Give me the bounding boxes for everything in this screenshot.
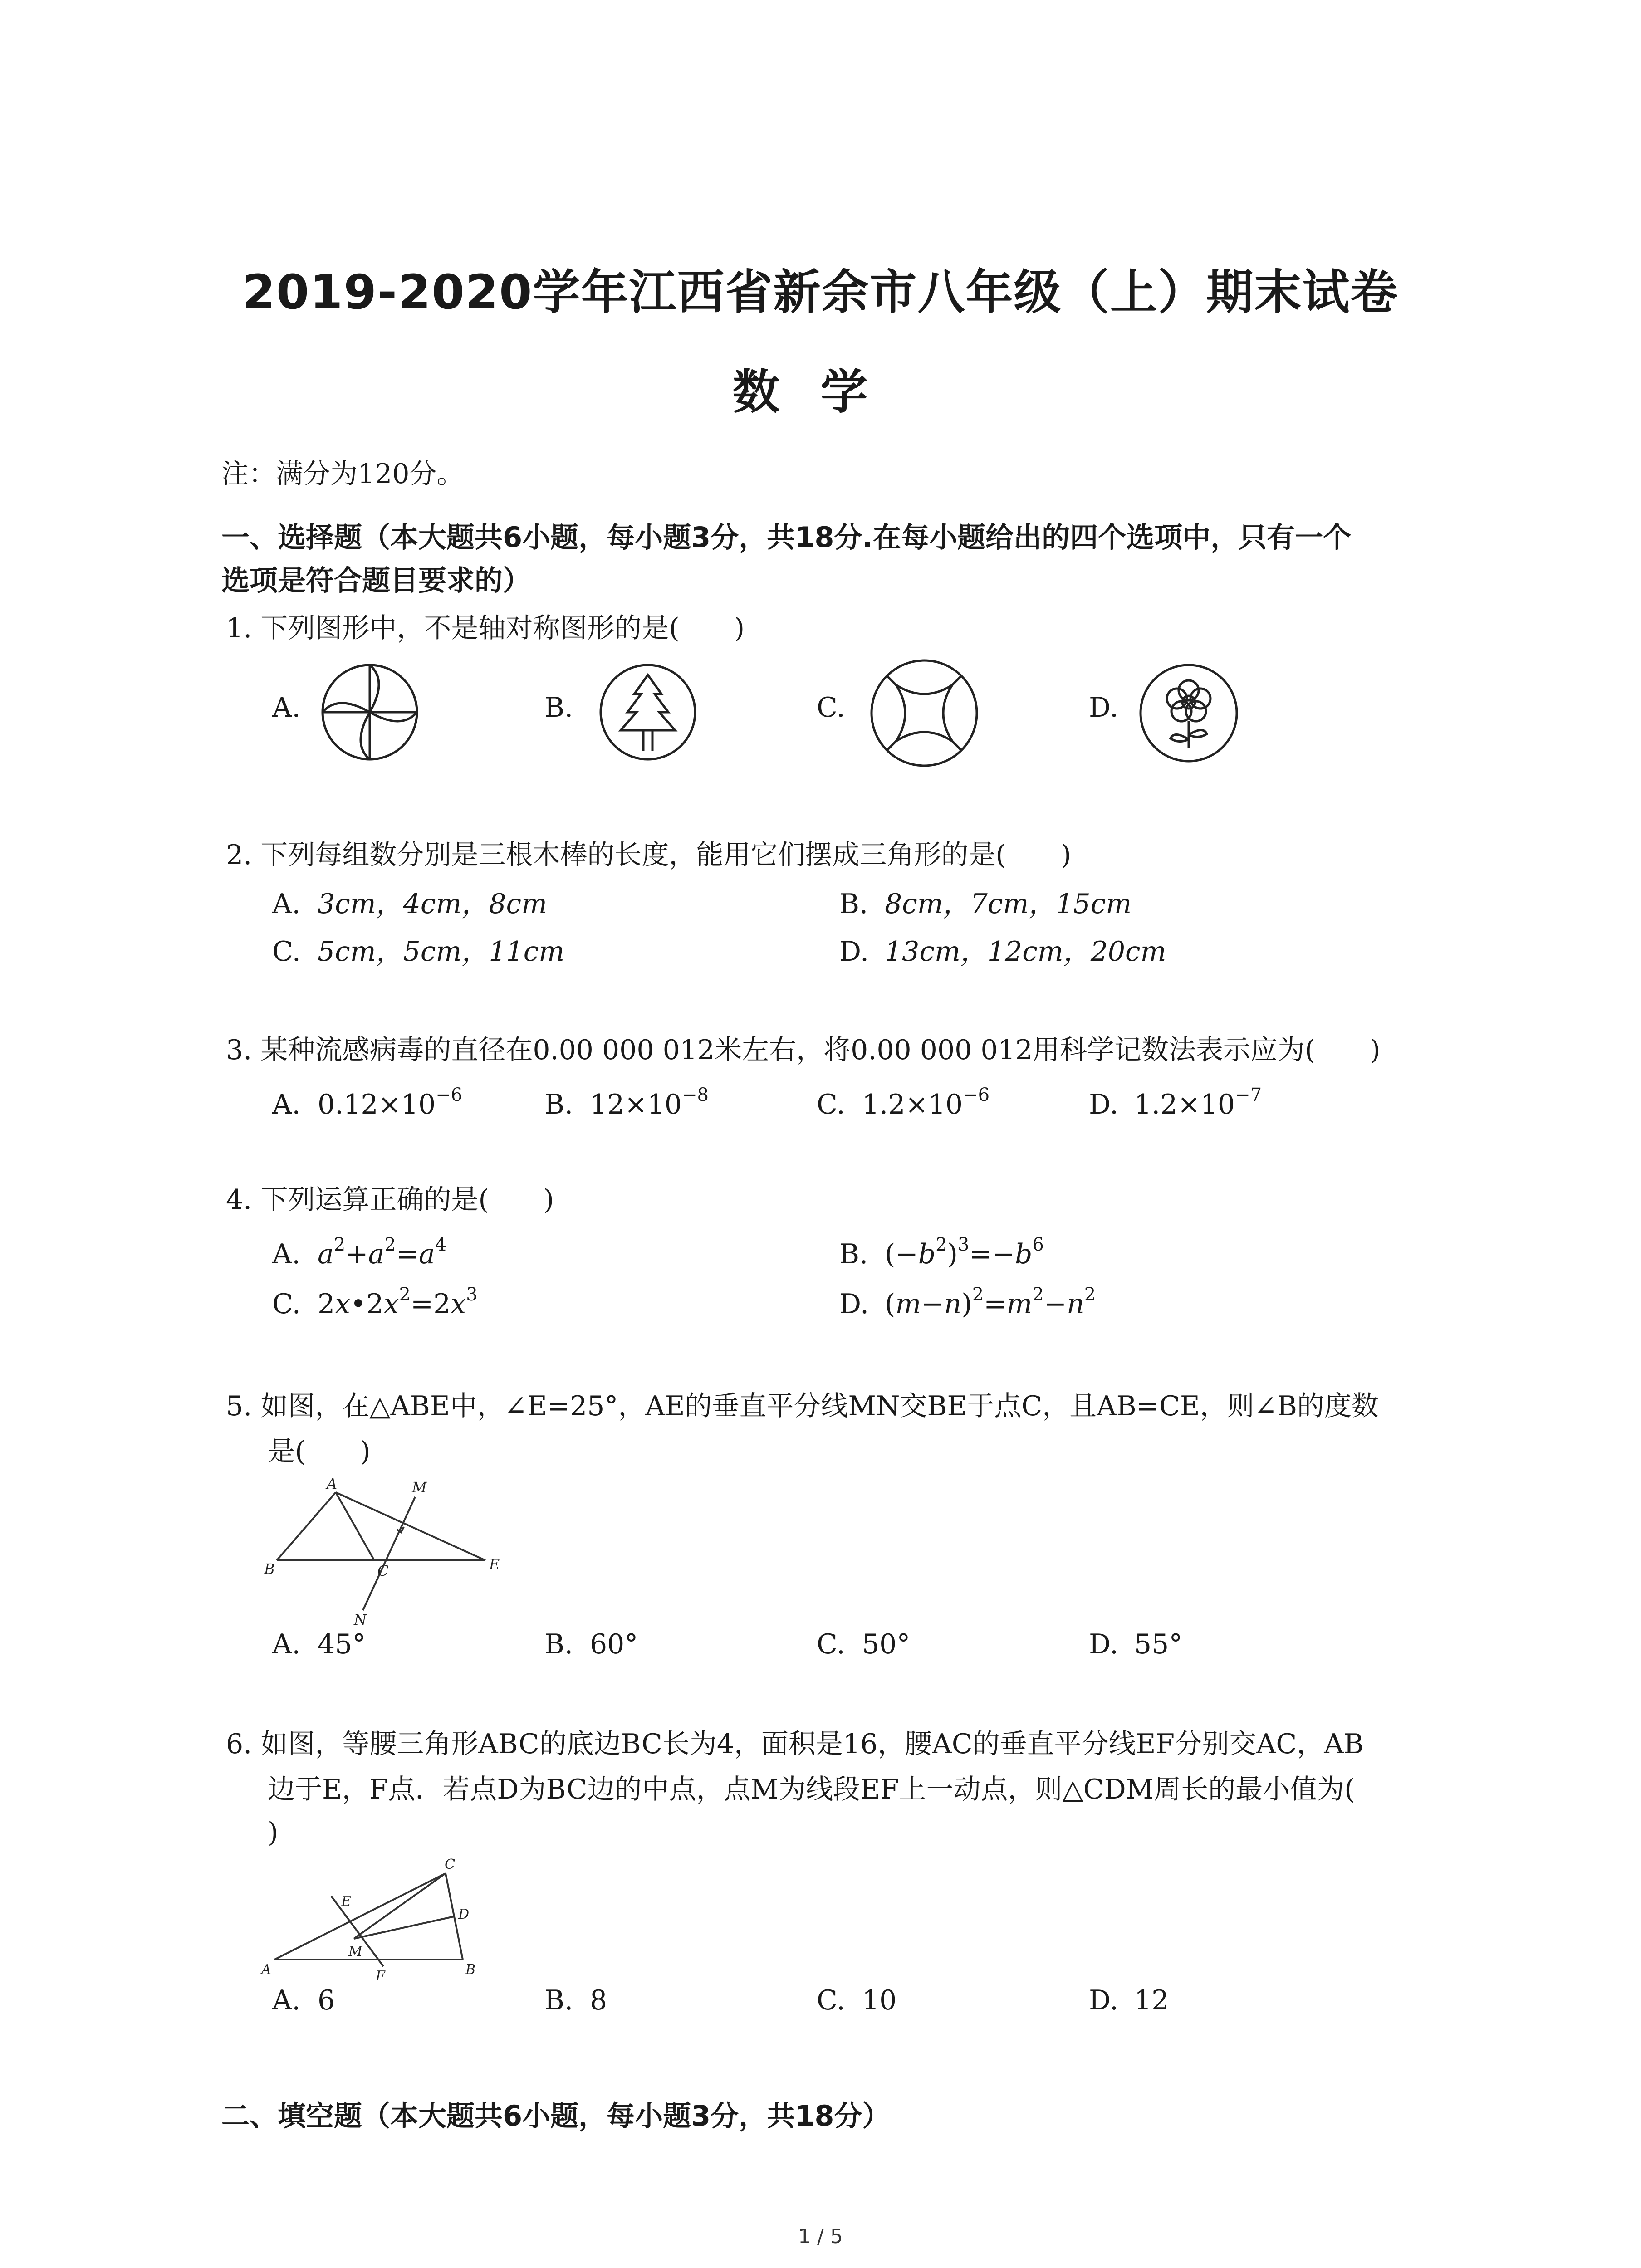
q6-label-b: B — [465, 1962, 476, 1978]
q3-option-d-base: 1.2×10 — [1134, 1089, 1235, 1120]
q3-option-a — [272, 1085, 463, 1120]
q6-option-c — [817, 1984, 896, 2016]
q5-label-a: A — [327, 1475, 338, 1492]
q3-option-c-exp: −6 — [963, 1085, 990, 1105]
q5-stem-line1: 5. 如图，在△ABE中，∠E=25°，AE的垂直平分线MN交BE于点C，且AB=CE，则∠B的度数 — [226, 1390, 1379, 1422]
q3-option-d-exp: −7 — [1235, 1085, 1262, 1105]
q3-option-b-base: 12×10 — [590, 1089, 682, 1120]
q5-option-c — [817, 1628, 910, 1660]
q3-option-a-exp: −6 — [436, 1085, 463, 1105]
section2-heading: 二、填空题（本大题共6小题，每小题3分，共18分） — [221, 2099, 891, 2132]
q4-option-a-label: A. — [272, 1238, 301, 1270]
q2-option-a — [272, 882, 547, 921]
q1-label-a: A. — [272, 692, 301, 723]
q6-figure-isosceles — [259, 1855, 495, 1987]
q3-option-c-base: 1.2×10 — [862, 1089, 963, 1120]
q1-label-b: B. — [544, 692, 573, 723]
q1-label-d: D. — [1089, 692, 1119, 723]
q6-option-d-label: D. — [1089, 1984, 1119, 2016]
q5-option-b — [544, 1628, 638, 1660]
q5-option-b-label: B. — [544, 1628, 573, 1660]
q5-figure-triangle — [259, 1475, 513, 1628]
q3-option-d — [1089, 1085, 1262, 1120]
q5-option-c-text: 50° — [862, 1628, 911, 1660]
q6-stem-line1: 6. 如图，等腰三角形ABC的底边BC长为4，面积是16，腰AC的垂直平分线EF分别交AC，AB — [226, 1728, 1364, 1760]
q2-option-c — [272, 930, 564, 969]
q1-figure-b-tree — [598, 662, 698, 762]
q6-option-b-text: 8 — [590, 1984, 607, 2016]
q4-option-b: B. $(-b^2)^3=-b^6$ — [839, 1234, 1044, 1270]
score-note: 注：满分为120分。 — [221, 458, 464, 490]
section1-heading-line1: 一、选择题（本大题共6小题，每小题3分，共18分.在每小题给出的四个选项中，只有一个 — [221, 521, 1352, 554]
q6-label-m: M — [348, 1944, 362, 1960]
q6-label-e: E — [341, 1894, 351, 1910]
q2-option-a-text: 3cm，4cm，8cm — [318, 888, 548, 920]
q6-option-d — [1089, 1984, 1169, 2016]
q2-option-c-label: C. — [272, 936, 301, 968]
q2-option-d — [839, 930, 1166, 969]
q6-label-c: C — [445, 1857, 455, 1872]
q4-option-d: D. $(m-n)^2=m^2-n^2$ — [839, 1284, 1096, 1320]
exam-title: 2019-2020学年江西省新余市八年级（上）期末试卷 — [242, 264, 1399, 320]
q6-label-d: D — [458, 1906, 470, 1922]
q5-label-m: M — [412, 1479, 427, 1496]
page-number: 1 / 5 — [798, 2225, 843, 2248]
q6-option-b — [544, 1984, 607, 2016]
q5-option-b-text: 60° — [590, 1628, 638, 1660]
q2-option-c-text: 5cm，5cm，11cm — [318, 936, 565, 968]
q6-option-b-label: B. — [544, 1984, 573, 2016]
q6-label-f: F — [376, 1968, 385, 1984]
q6-option-a — [272, 1984, 335, 2016]
q5-label-b: B — [264, 1560, 275, 1578]
section1-heading-line2: 选项是符合题目要求的） — [221, 564, 531, 597]
q5-option-a-label: A. — [272, 1628, 301, 1660]
q5-option-d-text: 55° — [1134, 1628, 1183, 1660]
q6-label-a: A — [261, 1962, 271, 1978]
q4-option-c: C. $2x•2x^2=2x^3$ — [272, 1284, 478, 1320]
q2-option-d-text: 13cm，12cm，20cm — [885, 936, 1166, 968]
q6-option-a-label: A. — [272, 1984, 301, 2016]
q3-option-a-label: A. — [272, 1089, 301, 1120]
exam-subject: 数学 — [732, 364, 909, 420]
q1-figure-a-pinwheel — [320, 662, 420, 762]
q5-label-c: C — [377, 1562, 389, 1579]
q4-option-b-label: B. — [839, 1238, 868, 1270]
q2-option-d-label: D. — [839, 936, 869, 968]
q2-option-a-label: A. — [272, 888, 301, 920]
q5-label-e: E — [489, 1556, 500, 1573]
q3-option-b-label: B. — [544, 1089, 573, 1120]
q5-option-d-label: D. — [1089, 1628, 1119, 1660]
q6-option-a-text: 6 — [318, 1984, 335, 2016]
q1-stem: 1. 下列图形中，不是轴对称图形的是( ) — [226, 612, 745, 644]
q6-option-d-text: 12 — [1134, 1984, 1169, 2016]
q5-option-c-label: C. — [817, 1628, 845, 1660]
q6-option-c-text: 10 — [862, 1984, 897, 2016]
q4-option-c-label: C. — [272, 1288, 301, 1320]
q5-stem-line2: 是( ) — [268, 1436, 371, 1467]
q5-option-d — [1089, 1628, 1182, 1660]
q3-option-a-base: 0.12×10 — [318, 1089, 436, 1120]
q3-stem: 3. 某种流感病毒的直径在0.00 000 012米左右，将0.00 000 012用科学记数法表示应为( ) — [226, 1034, 1381, 1066]
q1-label-c: C. — [817, 692, 845, 723]
q1-figure-c-concave-square — [869, 658, 980, 769]
q5-option-a — [272, 1628, 366, 1660]
q2-stem: 2. 下列每组数分别是三根木棒的长度，能用它们摆成三角形的是( ) — [226, 839, 1072, 871]
q4-option-d-label: D. — [839, 1288, 869, 1320]
q3-option-c-label: C. — [817, 1089, 845, 1120]
q6-option-c-label: C. — [817, 1984, 845, 2016]
q2-option-b-text: 8cm，7cm，15cm — [885, 888, 1132, 920]
q6-stem-line3: ) — [268, 1817, 279, 1848]
q4-stem: 4. 下列运算正确的是( ) — [226, 1184, 554, 1216]
q1-figure-d-flower — [1138, 662, 1240, 764]
q5-option-a-text: 45° — [318, 1628, 366, 1660]
q6-stem-line2: 边于E，F点．若点D为BC边的中点，点M为线段EF上一动点，则△CDM周长的最小值为( — [268, 1774, 1355, 1805]
q3-option-c — [817, 1085, 990, 1120]
q5-label-n: N — [354, 1611, 367, 1628]
q2-option-b-label: B. — [839, 888, 868, 920]
q3-option-b-exp: −8 — [681, 1085, 709, 1105]
q4-option-a: A. $a^2+a^2=a^4$ — [272, 1234, 447, 1270]
q2-option-b — [839, 882, 1132, 921]
q3-option-d-label: D. — [1089, 1089, 1119, 1120]
q3-option-b — [544, 1085, 709, 1120]
